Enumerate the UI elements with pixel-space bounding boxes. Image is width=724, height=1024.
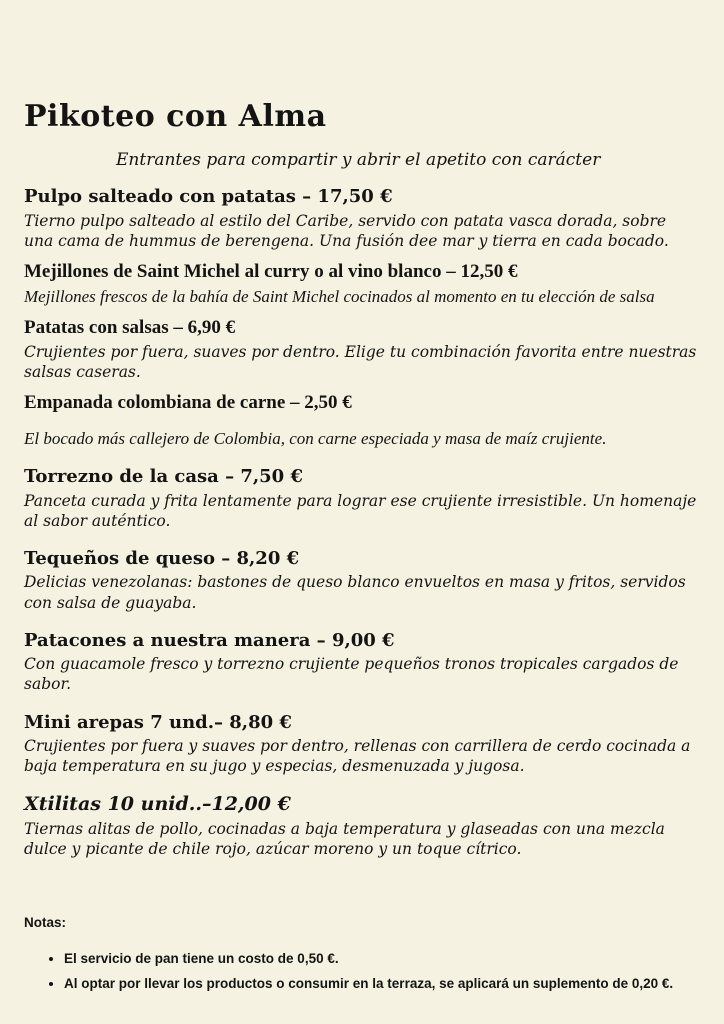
page-title: Pikoteo con Alma — [24, 99, 327, 134]
item-description: Panceta curada y frita lentamente para lograr ese crujiente irresistible. Un homenaje al sabor auténtico. — [24, 491, 697, 530]
notes-list — [24, 950, 700, 993]
menu-item — [24, 316, 700, 382]
item-heading: Mini arepas 7 und.– 8,80 € — [24, 711, 292, 733]
menu-item — [24, 548, 700, 613]
item-description: Mejillones frescos de la bahía de Saint Michel cocinados al momento en tu elección de salsa — [24, 286, 655, 306]
note-item: • El servicio de pan tiene un costo de 0,50 €. — [64, 950, 700, 968]
notes-label: Notas: — [24, 915, 67, 930]
item-description: Tierno pulpo salteado al estilo del Caribe, servido con patata vasca dorada, sobre una cama de hummus de berengena. Una fusión dee mar y tierra en cada bocado. — [24, 211, 669, 251]
notes-section — [24, 915, 700, 1000]
item-heading: Patatas con salsas – 6,90 € — [24, 317, 236, 339]
item-heading: Empanada colombiana de carne – 2,50 € — [24, 392, 352, 414]
menu-item — [24, 712, 700, 777]
note-item: • Al optar por llevar los productos o consumir en la terraza, se aplicará un suplemento de 0,20 €. — [64, 975, 700, 993]
item-description: Crujientes por fuera, suaves por dentro. Elige tu combinación favorita entre nuestras salsas caseras. — [24, 342, 697, 382]
menu-item — [24, 793, 700, 859]
item-description: Delicias venezolanas: bastones de queso blanco envueltos en masa y fritos, servidos con salsa de guayaba. — [24, 573, 686, 612]
item-heading: Patacones a nuestra manera – 9,00 € — [24, 629, 395, 651]
item-heading: Mejillones de Saint Michel al curry o al vino blanco – 12,50 € — [24, 261, 518, 283]
item-description: El bocado más callejero de Colombia, con carne especiada y masa de maíz crujiente. — [24, 428, 607, 448]
menu-item — [24, 260, 700, 307]
item-heading: Pulpo salteado con patatas – 17,50 € — [24, 186, 393, 208]
item-heading: Torrezno de la casa – 7,50 € — [24, 466, 303, 488]
item-heading: Xtilitas 10 unid..–12,00 € — [24, 793, 291, 816]
menu-item — [24, 391, 700, 449]
menu-item — [24, 630, 700, 695]
menu-item — [24, 186, 700, 251]
menu-item — [24, 466, 700, 531]
item-heading: Tequeños de queso – 8,20 € — [24, 547, 300, 569]
item-description: Tiernas alitas de pollo, cocinadas a baja temperatura y glaseadas con una mezcla dulce y picante de chile rojo, azúcar moreno y un toque cítrico. — [24, 820, 665, 859]
menu-list — [24, 186, 700, 859]
page-subtitle: Entrantes para compartir y abrir el apetito con carácter — [116, 150, 601, 170]
item-description: Con guacamole fresco y torrezno crujiente pequeños tronos tropicales cargados de sabor. — [24, 655, 679, 694]
item-description: Crujientes por fuera y suaves por dentro, rellenas con carrillera de cerdo cocinada a baja temperatura en su jugo y especias, desmenuzada y jugosa. — [24, 737, 691, 776]
